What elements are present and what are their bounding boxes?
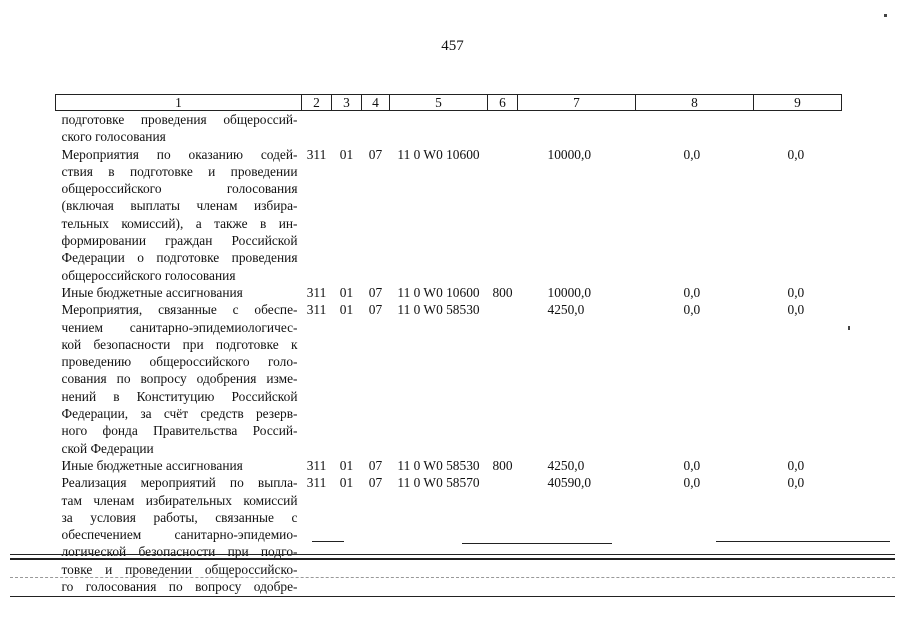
- scan-line: [312, 541, 344, 542]
- column-header: 7: [518, 95, 636, 111]
- table-body: [56, 111, 842, 596]
- scan-speck: [848, 326, 850, 330]
- page-break-line: [10, 554, 895, 555]
- cell-amount-2022: 0,0: [787, 284, 805, 300]
- cell-item-name: подготовке проведения общероссий- ского голосования: [61, 112, 298, 145]
- column-header: 1: [56, 95, 302, 111]
- cell-amount-2021: 0,0: [683, 457, 701, 473]
- cell-ministry-code: 311: [306, 146, 327, 162]
- table-row: [56, 457, 842, 474]
- cell-ministry-code: 311: [306, 302, 327, 318]
- cell-item-name: Мероприятия, связанные с обеспе- чением санитарно-эпидемиологичес- кой безопасности при подготовке к проведению общероссийского голо- сования по вопросу одобрения изме- нений в Конституцию Российской Федерации, за счёт средств резерв- ного фонда Правительства Россий- ской Федерации: [61, 302, 298, 456]
- cell-section: 01: [339, 457, 354, 473]
- cell-section: 01: [339, 302, 354, 318]
- cell-amount-2021: 0,0: [683, 302, 701, 318]
- cell-amount-2020: 4250,0: [547, 302, 585, 318]
- page-number: 457: [441, 38, 464, 54]
- table-row: [56, 146, 842, 284]
- column-header: 9: [754, 95, 842, 111]
- cell-amount-2022: 0,0: [787, 457, 805, 473]
- cell-amount-2022: 0,0: [787, 475, 805, 491]
- cell-target-article: 11 0 W0 58570: [397, 475, 480, 491]
- cell-target-article: 11 0 W0 58530: [397, 457, 480, 473]
- scan-line: [716, 541, 890, 542]
- table-row: [56, 111, 842, 146]
- scan-speck: [884, 14, 887, 17]
- cell-subsection: 07: [368, 146, 383, 162]
- cell-amount-2020: 4250,0: [547, 457, 585, 473]
- cell-expense-type: [488, 146, 518, 284]
- cell-item-name: Реализация мероприятий по выпла- там членам избирательных комиссий за условия работы, связанные с обеспечением санитарно-эпидемио- логической безопасности при подго- товке и проведении общероссийско- го голосования по вопросу одобре-: [61, 475, 298, 595]
- budget-table: [55, 94, 842, 595]
- cell-subsection: 07: [368, 284, 383, 300]
- cell-expense-type: [488, 301, 518, 457]
- column-header: 6: [488, 95, 518, 111]
- table-row: [56, 301, 842, 457]
- cell-subsection: 07: [368, 457, 383, 473]
- cell-section: [332, 111, 362, 146]
- cell-section: 01: [339, 475, 354, 491]
- cell-item-name: Иные бюджетные ассигнования: [61, 457, 243, 473]
- cell-expense-type: [488, 111, 518, 146]
- cell-section: 01: [339, 284, 354, 300]
- cell-amount-2021: [636, 111, 754, 146]
- page-break-line: [10, 558, 895, 560]
- cell-amount-2020: [518, 111, 636, 146]
- cell-subsection: 07: [368, 475, 383, 491]
- cell-amount-2020: 40590,0: [547, 475, 592, 491]
- table-row: [56, 284, 842, 301]
- cell-amount-2021: 0,0: [683, 146, 701, 162]
- column-header: 2: [302, 95, 332, 111]
- column-header: 5: [390, 95, 488, 111]
- column-header: 8: [636, 95, 754, 111]
- cell-amount-2020: 10000,0: [547, 284, 592, 300]
- column-header: 3: [332, 95, 362, 111]
- scan-line: [10, 577, 895, 578]
- cell-expense-type: 800: [492, 284, 513, 300]
- cell-ministry-code: 311: [306, 284, 327, 300]
- cell-amount-2022: 0,0: [787, 302, 805, 318]
- table-header-row: [56, 95, 842, 111]
- cell-item-name: Мероприятия по оказанию содей- ствия в подготовке и проведении общероссийского голосования (включая выплаты членам избира- тельных комиссий), а также в ин- формировании граждан Российской Федерации о подготовке проведения общероссийского голосования: [61, 146, 298, 283]
- cell-ministry-code: 311: [306, 457, 327, 473]
- cell-item-name: Иные бюджетные ассигнования: [61, 284, 243, 300]
- cell-amount-2020: 10000,0: [547, 146, 592, 162]
- cell-subsection: 07: [368, 302, 383, 318]
- cell-amount-2022: [754, 111, 842, 146]
- cell-target-article: [390, 111, 488, 146]
- cell-target-article: 11 0 W0 10600: [397, 284, 480, 300]
- cell-amount-2022: 0,0: [787, 146, 805, 162]
- cell-section: 01: [339, 146, 354, 162]
- cell-amount-2021: 0,0: [683, 284, 701, 300]
- cell-target-article: 11 0 W0 58530: [397, 302, 480, 318]
- cell-subsection: [362, 111, 390, 146]
- column-header: 4: [362, 95, 390, 111]
- page-bottom-line: [10, 596, 895, 597]
- cell-amount-2021: 0,0: [683, 475, 701, 491]
- cell-ministry-code: 311: [306, 475, 327, 491]
- cell-expense-type: 800: [492, 457, 513, 473]
- cell-target-article: 11 0 W0 10600: [397, 146, 480, 162]
- cell-ministry-code: [302, 111, 332, 146]
- scan-line: [462, 543, 612, 544]
